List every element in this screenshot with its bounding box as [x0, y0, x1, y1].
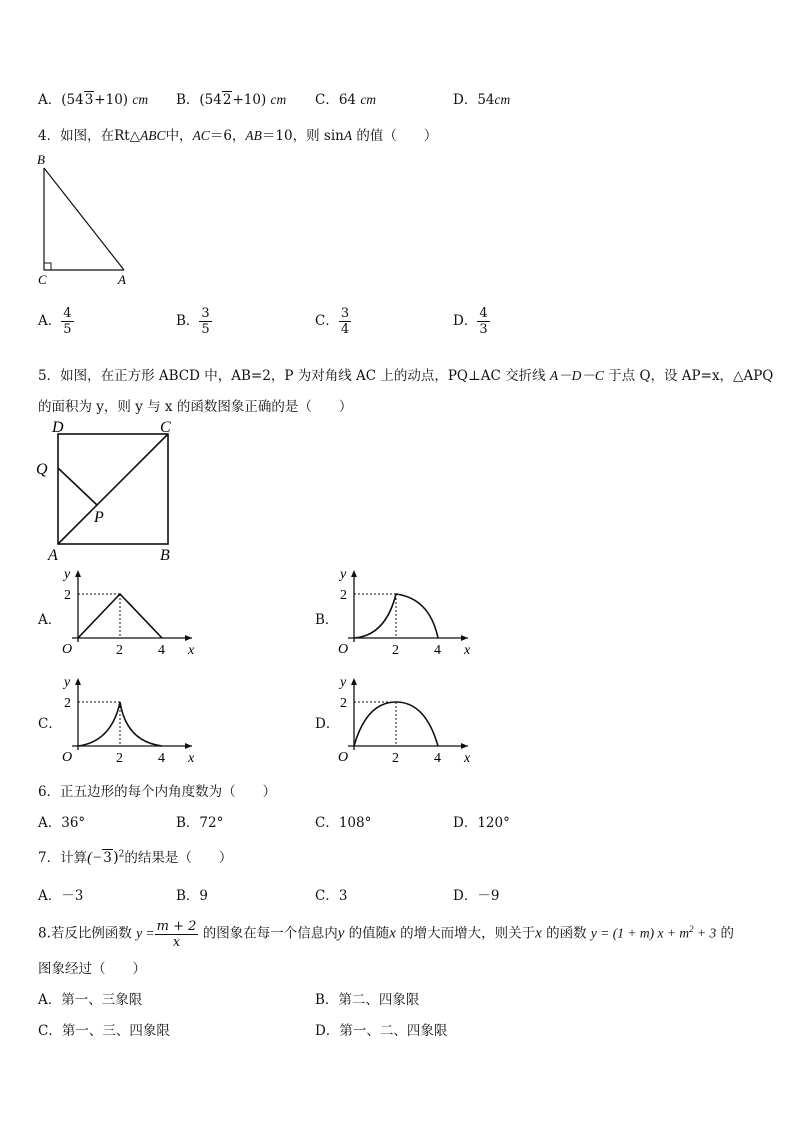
y-axis-label: y [64, 567, 71, 582]
q4-label-a: A [118, 272, 126, 287]
q3-b-radicand: 2 [222, 92, 232, 108]
origin-label: O [338, 642, 349, 657]
q7-option-d[interactable]: D．－9 [453, 888, 500, 904]
q5-option-b-label[interactable]: B． [315, 612, 339, 628]
q4-label-b: B [37, 152, 45, 167]
q5-option-c-label[interactable]: C． [38, 716, 62, 732]
x-axis-arrow [185, 743, 192, 749]
q5-label-d: D [52, 419, 64, 436]
q3-option-d[interactable]: D．54cm [453, 92, 511, 108]
tick-label-2-y: 2 [340, 696, 347, 711]
tick-label-4-x: 4 [158, 643, 165, 658]
y-axis-label: y [64, 675, 71, 690]
q3-a-prefix: A．(54 [38, 92, 84, 108]
q5-label-c: C [160, 419, 171, 436]
q5-label-p: P [94, 509, 104, 526]
q8-option-c[interactable]: C．第一、三、四象限 [38, 1023, 170, 1039]
q3-a-radicand: 3 [84, 92, 94, 108]
x-axis-label: x [188, 643, 195, 658]
q5-label-q: Q [36, 461, 48, 478]
q7-stem: 7．计算$(-3)^2$的结果是（ ） [38, 848, 233, 866]
tick-label-2-x: 2 [392, 751, 399, 766]
x-axis-label: x [464, 751, 471, 766]
tick-label-2-x: 2 [392, 643, 399, 658]
q3-option-c[interactable]: C．64 cm [315, 92, 377, 108]
x-axis-arrow [461, 635, 468, 641]
q6-option-d[interactable]: D．120° [453, 815, 510, 831]
tick-label-4-x: 4 [158, 751, 165, 766]
q5-graph-c[interactable] [56, 672, 196, 768]
q8-option-b[interactable]: B．第二、四象限 [315, 992, 420, 1008]
tick-label-2-y: 2 [64, 696, 71, 711]
q7-option-b[interactable]: B．9 [176, 888, 209, 904]
origin-label: O [62, 750, 73, 765]
x-axis-label: x [188, 751, 195, 766]
q4-option-c[interactable]: C． $\frac{3}{4}$ [315, 306, 350, 337]
origin-label: O [62, 642, 73, 657]
q5-label-a: A [48, 547, 58, 564]
q5-graph-d[interactable] [332, 672, 472, 768]
y-axis-arrow [75, 678, 81, 685]
q5-option-a-label[interactable]: A． [38, 612, 62, 628]
q5-stem-line2: 的面积为 y，则 y 与 x 的函数图象正确的是（ ） [38, 399, 353, 415]
q8-option-a[interactable]: A．第一、三象限 [38, 992, 143, 1008]
tick-label-2-y: 2 [340, 588, 347, 603]
x-axis-arrow [461, 743, 468, 749]
q8-option-d[interactable]: D．第一、二、四象限 [315, 1023, 448, 1039]
q4-option-b[interactable]: B． $\frac{3}{5}$ [176, 306, 210, 337]
q8-stem-line2: 图象经过（ ） [38, 961, 146, 977]
q5-graph-b[interactable] [332, 564, 482, 664]
q5-label-b: B [160, 547, 170, 564]
tick-label-2-y: 2 [64, 588, 71, 603]
y-axis-arrow [75, 570, 81, 577]
q3-option-a[interactable]: A．(543+10) cm [38, 92, 149, 108]
q5-graph-a[interactable] [56, 564, 196, 660]
q6-option-b[interactable]: B．72° [176, 815, 224, 831]
tick-label-4-x: 4 [434, 751, 441, 766]
q3-option-b[interactable]: B．(542+10) cm [176, 92, 287, 108]
q5-square-figure [30, 416, 190, 564]
tick-label-2-x: 2 [116, 643, 123, 658]
q6-option-a[interactable]: A．36° [38, 815, 86, 831]
q6-stem: 6．正五边形的每个内角度数为（ ） [38, 784, 277, 800]
origin-label: O [338, 750, 349, 765]
q5-stem-line1: 5．如图，在正方形 ABCD 中，AB=2，P 为对角线 AC 上的动点，PQ⊥AC 交折线 A－D－C 于点 Q，设 AP=x，△APQ [38, 368, 774, 384]
q5-option-d-label[interactable]: D． [315, 716, 340, 732]
tick-label-2-x: 2 [116, 751, 123, 766]
q4-option-a[interactable]: A． $\frac{4}{5}$ [38, 306, 72, 337]
y-axis-label: y [340, 567, 347, 582]
tick-label-4-x: 4 [434, 643, 441, 658]
x-axis-arrow [185, 635, 192, 641]
q4-label-c: C [38, 272, 47, 287]
q4-option-d[interactable]: D． $\frac{4}{3}$ [453, 306, 488, 337]
q6-option-c[interactable]: C．108° [315, 815, 372, 831]
x-axis-label: x [464, 643, 471, 658]
y-axis-label: y [340, 675, 347, 690]
q8-stem-line1: 8.若反比例函数 y = $\frac{m + 2}{x}$ 的图象在每一个信息内y 的值随x 的增大而增大，则关于x 的函数 y = (1 + m) $x + m^2 + 3$ 的 [38, 918, 735, 950]
q4-triangle-figure [32, 150, 142, 290]
y-axis-arrow [351, 570, 357, 577]
q7-option-a[interactable]: A．－3 [38, 888, 84, 904]
y-axis-arrow [351, 678, 357, 685]
q7-option-c[interactable]: C．3 [315, 888, 348, 904]
q4-stem: 4．如图，在Rt△ABC中，AC＝6，AB＝10，则 sinA 的值（ ） [38, 128, 438, 144]
